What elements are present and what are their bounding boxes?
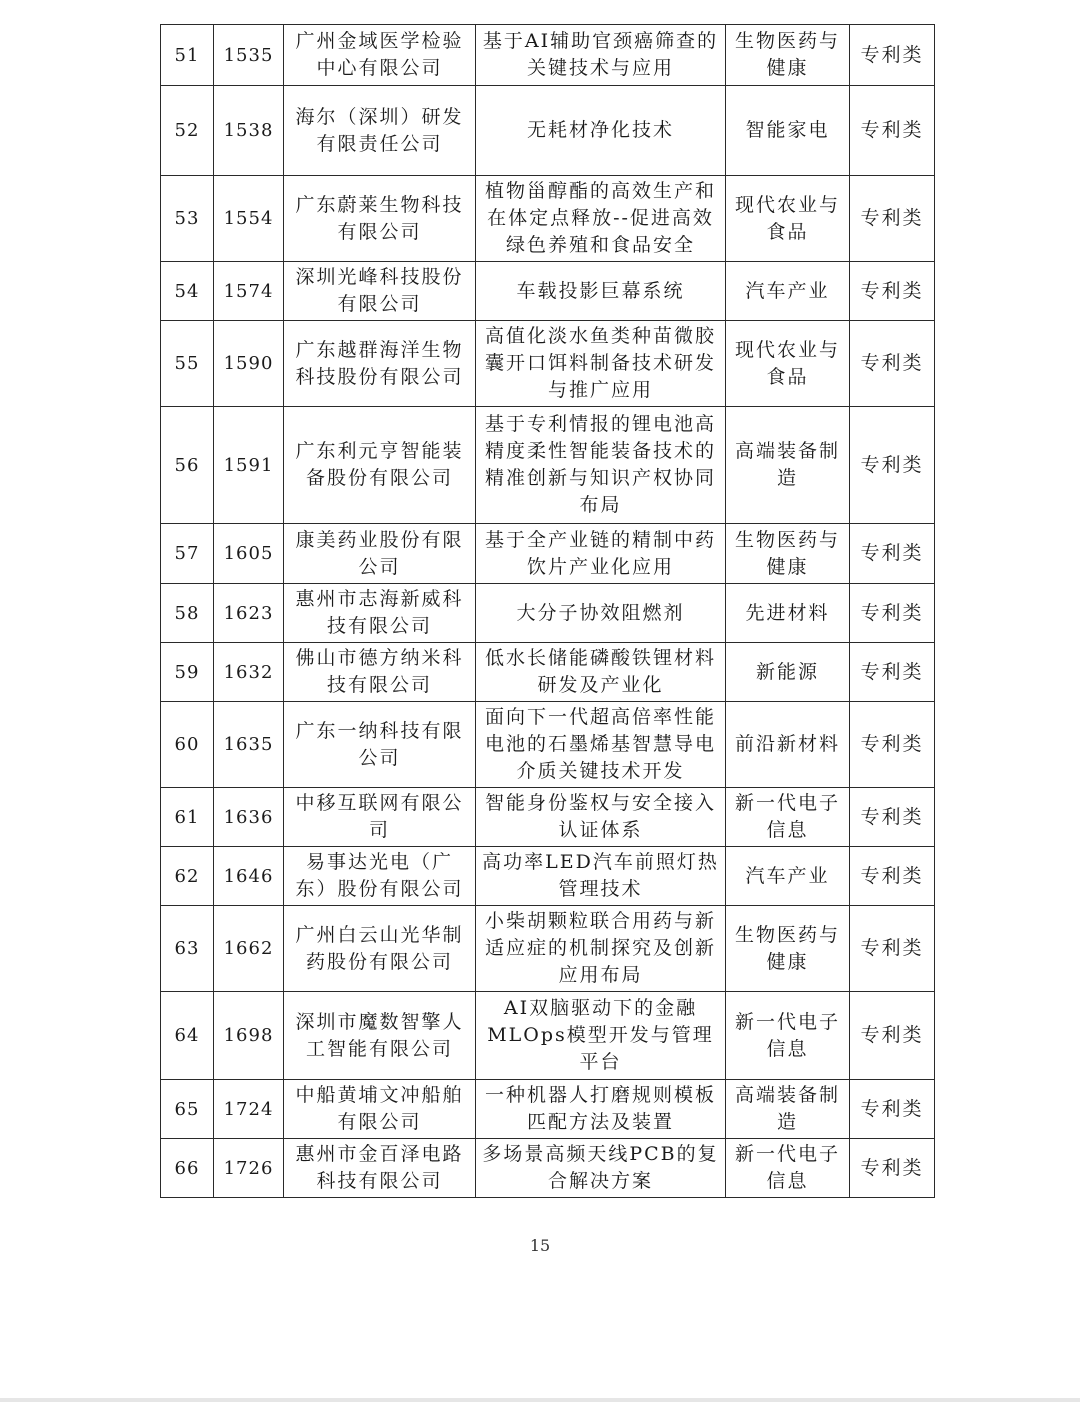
company-cell: 惠州市志海新威科技有限公司 xyxy=(284,584,476,643)
row-index-cell: 59 xyxy=(161,643,214,702)
industry-cell: 先进材料 xyxy=(726,584,850,643)
industry-cell: 新一代电子信息 xyxy=(726,788,850,847)
category-cell: 专利类 xyxy=(850,407,935,524)
row-index-cell: 58 xyxy=(161,584,214,643)
table-row xyxy=(161,992,935,1080)
industry-cell: 现代农业与食品 xyxy=(726,176,850,262)
industry-cell: 新能源 xyxy=(726,643,850,702)
project-id-cell: 1538 xyxy=(214,86,284,176)
table-row xyxy=(161,788,935,847)
table-row xyxy=(161,847,935,906)
table-row xyxy=(161,643,935,702)
table-row xyxy=(161,407,935,524)
row-index-cell: 56 xyxy=(161,407,214,524)
project-name-cell: 基于专利情报的锂电池高精度柔性智能装备技术的精准创新与知识产权协同布局 xyxy=(476,407,726,524)
company-cell: 易事达光电（广东）股份有限公司 xyxy=(284,847,476,906)
company-cell: 中船黄埔文冲船舶有限公司 xyxy=(284,1080,476,1139)
industry-cell: 新一代电子信息 xyxy=(726,1139,850,1198)
project-name-cell: 基于AI辅助官颈癌筛查的关键技术与应用 xyxy=(476,25,726,86)
category-cell: 专利类 xyxy=(850,906,935,992)
industry-cell: 高端装备制造 xyxy=(726,407,850,524)
category-cell: 专利类 xyxy=(850,176,935,262)
table-row xyxy=(161,25,935,86)
project-id-cell: 1636 xyxy=(214,788,284,847)
table-row xyxy=(161,1139,935,1198)
project-id-cell: 1591 xyxy=(214,407,284,524)
category-cell: 专利类 xyxy=(850,25,935,86)
table-row xyxy=(161,262,935,321)
project-name-cell: 面向下一代超高倍率性能电池的石墨烯基智慧导电介质关键技术开发 xyxy=(476,702,726,788)
category-cell: 专利类 xyxy=(850,1139,935,1198)
category-cell: 专利类 xyxy=(850,702,935,788)
project-id-cell: 1724 xyxy=(214,1080,284,1139)
table-row xyxy=(161,702,935,788)
project-name-cell: 大分子协效阻燃剂 xyxy=(476,584,726,643)
project-name-cell: 车载投影巨幕系统 xyxy=(476,262,726,321)
row-index-cell: 62 xyxy=(161,847,214,906)
company-cell: 广州金域医学检验中心有限公司 xyxy=(284,25,476,86)
company-cell: 广东利元亨智能装备股份有限公司 xyxy=(284,407,476,524)
project-id-cell: 1662 xyxy=(214,906,284,992)
company-cell: 广东越群海洋生物科技股份有限公司 xyxy=(284,321,476,407)
project-id-cell: 1535 xyxy=(214,25,284,86)
project-name-cell: 高值化淡水鱼类种苗微胶囊开口饵料制备技术研发与推广应用 xyxy=(476,321,726,407)
row-index-cell: 51 xyxy=(161,25,214,86)
industry-cell: 现代农业与食品 xyxy=(726,321,850,407)
project-name-cell: 一种机器人打磨规则模板匹配方法及装置 xyxy=(476,1080,726,1139)
industry-cell: 汽车产业 xyxy=(726,847,850,906)
company-cell: 佛山市德方纳米科技有限公司 xyxy=(284,643,476,702)
row-index-cell: 61 xyxy=(161,788,214,847)
project-name-cell: 高功率LED汽车前照灯热管理技术 xyxy=(476,847,726,906)
table-row xyxy=(161,321,935,407)
category-cell: 专利类 xyxy=(850,584,935,643)
table-body xyxy=(161,25,935,1198)
project-name-cell: 多场景高频天线PCB的复合解决方案 xyxy=(476,1139,726,1198)
category-cell: 专利类 xyxy=(850,847,935,906)
table-row xyxy=(161,176,935,262)
table-row xyxy=(161,86,935,176)
table-row xyxy=(161,584,935,643)
table-row xyxy=(161,906,935,992)
table-row xyxy=(161,1080,935,1139)
project-name-cell: 植物甾醇酯的高效生产和在体定点释放--促进高效绿色养殖和食品安全 xyxy=(476,176,726,262)
company-cell: 中移互联网有限公司 xyxy=(284,788,476,847)
company-cell: 康美药业股份有限公司 xyxy=(284,524,476,584)
project-id-cell: 1632 xyxy=(214,643,284,702)
project-id-cell: 1726 xyxy=(214,1139,284,1198)
industry-cell: 高端装备制造 xyxy=(726,1080,850,1139)
industry-cell: 生物医药与健康 xyxy=(726,906,850,992)
company-cell: 海尔（深圳）研发有限责任公司 xyxy=(284,86,476,176)
project-id-cell: 1623 xyxy=(214,584,284,643)
industry-cell: 前沿新材料 xyxy=(726,702,850,788)
company-cell: 深圳光峰科技股份有限公司 xyxy=(284,262,476,321)
company-cell: 广东蔚莱生物科技有限公司 xyxy=(284,176,476,262)
project-id-cell: 1635 xyxy=(214,702,284,788)
row-index-cell: 65 xyxy=(161,1080,214,1139)
project-name-cell: 智能身份鉴权与安全接入认证体系 xyxy=(476,788,726,847)
patent-project-table xyxy=(160,24,935,1198)
industry-cell: 汽车产业 xyxy=(726,262,850,321)
category-cell: 专利类 xyxy=(850,643,935,702)
project-name-cell: AI双脑驱动下的金融MLOps模型开发与管理平台 xyxy=(476,992,726,1080)
row-index-cell: 64 xyxy=(161,992,214,1080)
project-name-cell: 小柴胡颗粒联合用药与新适应症的机制探究及创新应用布局 xyxy=(476,906,726,992)
project-id-cell: 1605 xyxy=(214,524,284,584)
table-row xyxy=(161,524,935,584)
project-id-cell: 1590 xyxy=(214,321,284,407)
row-index-cell: 57 xyxy=(161,524,214,584)
category-cell: 专利类 xyxy=(850,992,935,1080)
project-id-cell: 1646 xyxy=(214,847,284,906)
project-name-cell: 低水长储能磷酸铁锂材料研发及产业化 xyxy=(476,643,726,702)
industry-cell: 智能家电 xyxy=(726,86,850,176)
row-index-cell: 66 xyxy=(161,1139,214,1198)
project-name-cell: 无耗材净化技术 xyxy=(476,86,726,176)
category-cell: 专利类 xyxy=(850,788,935,847)
row-index-cell: 52 xyxy=(161,86,214,176)
category-cell: 专利类 xyxy=(850,524,935,584)
company-cell: 广州白云山光华制药股份有限公司 xyxy=(284,906,476,992)
industry-cell: 生物医药与健康 xyxy=(726,524,850,584)
project-id-cell: 1574 xyxy=(214,262,284,321)
row-index-cell: 60 xyxy=(161,702,214,788)
category-cell: 专利类 xyxy=(850,1080,935,1139)
row-index-cell: 55 xyxy=(161,321,214,407)
category-cell: 专利类 xyxy=(850,262,935,321)
row-index-cell: 54 xyxy=(161,262,214,321)
row-index-cell: 53 xyxy=(161,176,214,262)
industry-cell: 生物医药与健康 xyxy=(726,25,850,86)
category-cell: 专利类 xyxy=(850,321,935,407)
project-id-cell: 1554 xyxy=(214,176,284,262)
page-bottom-edge xyxy=(0,1398,1080,1402)
category-cell: 专利类 xyxy=(850,86,935,176)
company-cell: 广东一纳科技有限公司 xyxy=(284,702,476,788)
company-cell: 惠州市金百泽电路科技有限公司 xyxy=(284,1139,476,1198)
project-id-cell: 1698 xyxy=(214,992,284,1080)
row-index-cell: 63 xyxy=(161,906,214,992)
page-number: 15 xyxy=(529,1236,551,1255)
industry-cell: 新一代电子信息 xyxy=(726,992,850,1080)
project-name-cell: 基于全产业链的精制中药饮片产业化应用 xyxy=(476,524,726,584)
company-cell: 深圳市魔数智擎人工智能有限公司 xyxy=(284,992,476,1080)
